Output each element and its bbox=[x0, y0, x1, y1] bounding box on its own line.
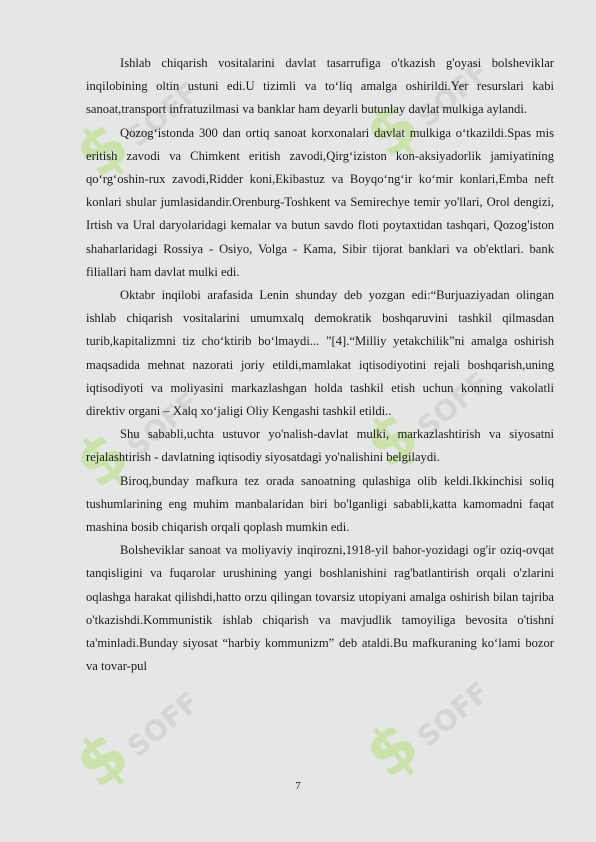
watermark: $SOFF bbox=[61, 75, 206, 194]
paragraph: Oktabr inqilobi arafasida Lenin shunday deb yozgan edi:“Burjuaziyadan olingan ishlab chiqarish vositalarini umumxalq demokratik boshqaruvini tashkil qilmasdan turib,kapitalizmni tiz cho‘ktirib bo‘lmaydi... ”[4].“Milliy yetakchilik”ni amalga oshirish maqsadida mehnat nazorati joriy etildi,mamlakat iqtisodiyotini rejali boshqarish,uning iqtisodiyoti va moliyasini markazlashgan holda tashkil etish uchun konning vakolatli direktiv organi – Xalq xo‘jaligi Oliy Kengashi tashkil etildi.. bbox=[86, 288, 554, 419]
watermark: $SOFF bbox=[61, 385, 206, 504]
paragraph: Bolsheviklar sanoat va moliyaviy inqirozni,1918-yil bahor-yozidagi og'ir oziq-ovqat tanqisligini va fuqarolar urushining yangi boshlanishini rag'batlantirish orqali o'zlarini oqlashga harakat qilishdi,hatto orzu qilingan tovarsiz utopiyani amalga oshirish bilan tajriba o'tkazishdi.Kommunistik ishlab chiqarish va mavjudlik tamoyiliga bevosita o'tishni ta'minladi.Bunday siyosat “harbiy kommunizm” deb ataldi.Bu mafkuraning ko‘lami bozor va tovar-pul bbox=[86, 543, 554, 674]
watermark: $SOFF bbox=[351, 55, 496, 174]
page-number: 7 bbox=[295, 780, 301, 792]
paragraph: Biroq,bunday mafkura tez orada sanoatning qulashiga olib keldi.Ikkinchisi soliq tushumlarining eng muhim manbalaridan biri bo'lganligi sababli,katta kamomadni faqat mashina bosib chiqarish orqali qoplash mumkin edi. bbox=[86, 473, 554, 535]
paragraph: Shu sababli,uchta ustuvor yo'nalish-davlat mulki, markazlashtirish va siyosatni rejalashtirish - davlatning iqtisodiy siyosatdagi yo'nalishini belgilaydi. bbox=[86, 427, 554, 465]
paragraph: Qozog‘istonda 300 dan ortiq sanoat korxonalari davlat mulkiga o‘tkazildi.Spas mis eritish zavodi va Chimkent eritish zavodi,Qirg‘iziston kon-aksiyadorlik jamiyatining qo‘rg‘oshin-rux zavodi,Ridder koni,Ekibastuz va Boyqo‘ng‘ir ko‘mir konlari,Emba neft konlari shular jumlasidandir.Orenburg-Toshkent va Semirechye temir yo'llari, Orol dengizi, Irtish va Ural daryolaridagi kemalar va butun savdo floti poytaxtidan tashqari, Qozog'iston shaharlaridagi Rossiya - Osiyo, Volga - Kama, Sibir tijorat banklari va ob'ektlari. bank filiallari ham davlat mulki edi. bbox=[86, 125, 554, 279]
body-text bbox=[86, 52, 554, 678]
watermark: $SOFF bbox=[61, 685, 206, 804]
paragraph: Ishlab chiqarish vositalarini davlat tasarrufiga o'tkazish g'oyasi bolsheviklar inqilobining oltin ustuni edi.U tizimli va to‘liq amalga oshirildi.Yer resurslari kabi sanoat,transport infratuzilmasi va banklar ham deyarli butunlay davlat mulkiga aylandi. bbox=[86, 56, 554, 117]
watermark: $SOFF bbox=[351, 675, 496, 794]
watermark: $SOFF bbox=[351, 365, 496, 484]
